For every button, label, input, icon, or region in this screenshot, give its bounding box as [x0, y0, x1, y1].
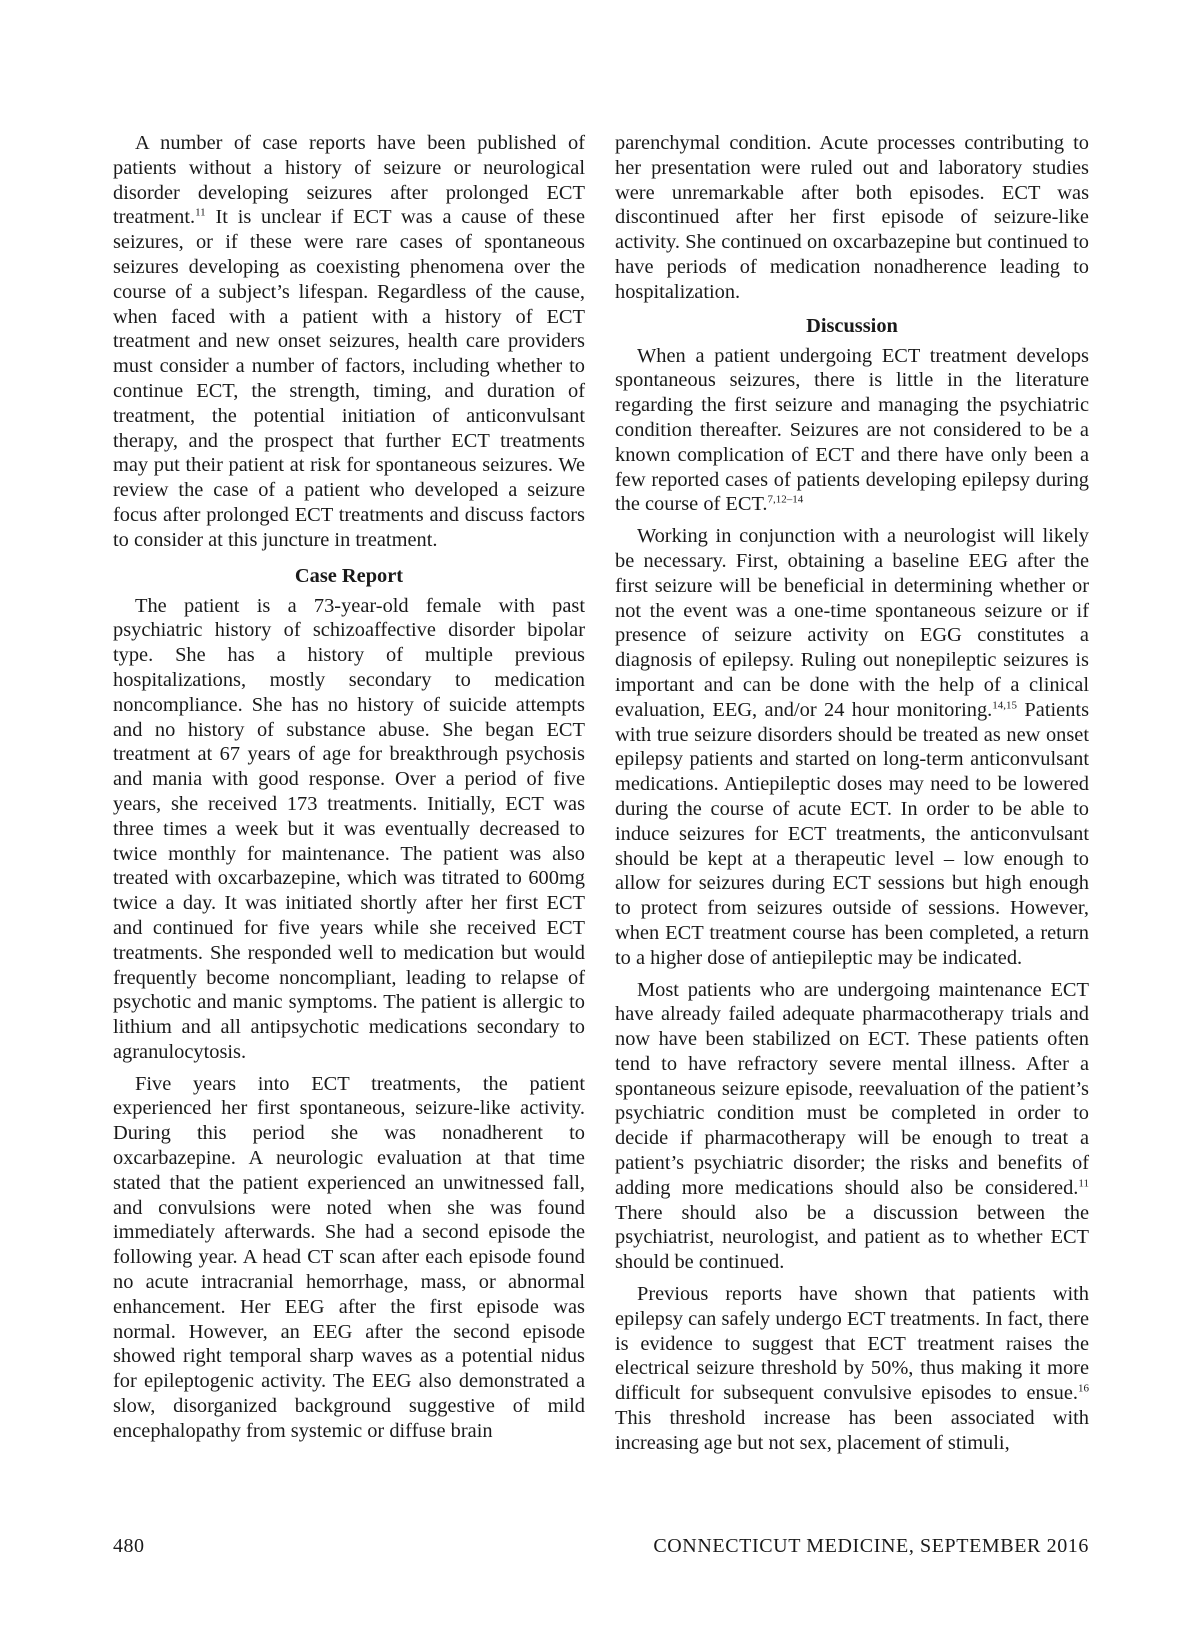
case-paragraph-1: The patient is a 73-year-old female with past psychiatric history of schizoaffective disorder bipolar type. She has a history of multiple previous hospitalizations, mostly secondary to medication noncompliance. She has no history of suicide attempts and no history of substance abuse. She began ECT treatment at 67 years of age for breakthrough psychosis and mania with good response. Over a period of five years, she received 173 treatments. Initially, ECT was three times a week but it was eventually decreased to twice monthly for maintenance. The patient was also treated with oxcarbazepine, which was titrated to 600mg twice a day. It was initiated shortly after her first ECT and continued for five years while she received ECT treatments. She responded well to medication but would frequently become noncompliant, leading to relapse of psychotic and manic symptoms. The patient is allergic to lithium and all antipsychotic medications secondary to agranulocytosis.	[113, 594, 585, 1063]
citation-ref: 16	[1078, 1382, 1089, 1395]
case-paragraph-2: Five years into ECT treatments, the patient experienced her first spontaneous, seizure-like activity. During this period she was nonadherent to oxcarbazepine. A neurologic evaluation at that time stated that the patient experienced an unwitnessed fall, and convulsions were noted when she was found immediately afterwards. She had a second episode the following year. A head CT scan after each episode found no acute intracranial hemorrhage, mass, or abnormal enhancement. Her EEG after the first episode was normal. However, an EEG after the second episode showed right temporal sharp waves as a potential nidus for epileptogenic activity. The EEG also demonstrated a slow, disorganized background suggestive of mild encephalopathy from systemic or diffuse brain	[113, 1072, 585, 1442]
citation-ref: 7,12–14	[767, 493, 804, 506]
discussion-paragraph-1: When a patient undergoing ECT treatment develops spontaneous seizures, there is little in the literature regarding the first seizure and managing the psychiatric condition thereafter. Seizures are not considered to be a known complication of ECT and there have only been a few reported cases of patients developing epilepsy during the course of ECT.$^{7,12-14}$	[615, 344, 1089, 516]
case-paragraph-continued: parenchymal condition. Acute processes contributing to her presentation were ruled out and laboratory studies were unremarkable after both episodes. ECT was discontinued after her first episode of seizure-like activity. She continued on oxcarbazepine but continued to have periods of medication nonadherence leading to hospitalization.	[615, 132, 1089, 303]
intro-paragraph: A number of case reports have been published of patients without a history of seizure or neurological disorder developing seizures after prolonged ECT treatment.$^{11}$ It is unclear if ECT was a cause of these seizures, or if these were rare cases of spontaneous seizures developing as coexisting phenomena over the course of a subject’s lifespan. Regardless of the cause, when faced with a patient with a history of ECT treatment and new onset seizures, health care providers must consider a number of factors, including whether to continue ECT, the strength, timing, and duration of treatment, the potential initiation of anticonvulsant therapy, and the prospect that further ECT treatments may put their patient at risk for spontaneous seizures. We review the case of a patient who developed a seizure focus after prolonged ECT treatments and discuss factors to consider at this juncture in treatment.	[113, 132, 585, 551]
right-column	[615, 131, 1089, 1463]
page-number: 480	[113, 1535, 145, 1557]
discussion-paragraph-3: Most patients who are undergoing maintenance ECT have already failed adequate pharmacotherapy trials and now have been stabilized on ECT. These patients often tend to have refractory severe mental illness. After a spontaneous seizure episode, reevaluation of the patient’s psychiatric condition must be completed in order to decide if pharmacotherapy will be enough to treat a patient’s psychiatric disorder; the risks and benefits of adding more medications should also be considered.$^{11}$ There should also be a discussion between the psychiatrist, neurologist, and patient as to whether ECT should be continued.	[615, 978, 1089, 1274]
discussion-paragraph-4: Previous reports have shown that patients with epilepsy can safely undergo ECT treatments. In fact, there is evidence to suggest that ECT treatment raises the electrical seizure threshold by 50%, thus making it more difficult for subsequent convulsive episodes to ensue.$^{16}$ This threshold increase has been associated with increasing age but not sex, placement of stimuli,	[615, 1283, 1089, 1454]
journal-footer: CONNECTICUT MEDICINE, SEPTEMBER 2016	[653, 1535, 1089, 1557]
citation-ref: 11	[1078, 1177, 1089, 1190]
citation-ref: 11	[195, 206, 206, 219]
left-column	[113, 131, 585, 1451]
case-report-heading: Case Report	[294, 564, 404, 587]
discussion-paragraph-2: Working in conjunction with a neurologist will likely be necessary. First, obtaining a baseline EEG after the first seizure will be beneficial in determining whether or not the event was a one-time spontaneous seizure or if presence of seizure activity on EGG constitutes a diagnosis of epilepsy. Ruling out nonepileptic seizures is important and can be done with the help of a clinical evaluation, EEG, and/or 24 hour monitoring.$^{14,15}$ Patients with true seizure disorders should be treated as new onset epilepsy patients and started on long-term anticonvulsant medications. Antiepileptic doses may need to be lowered during the course of acute ECT. In order to be able to induce seizures for ECT treatments, the anticonvulsant should be kept at a therapeutic level – low enough to allow for seizures during ECT sessions but high enough to protect from seizures outside of sessions. However, when ECT treatment course has been completed, a return to a higher dose of antiepileptic may be indicated.	[615, 525, 1090, 969]
citation-ref: 14,15	[992, 699, 1018, 712]
discussion-heading: Discussion	[806, 314, 898, 337]
